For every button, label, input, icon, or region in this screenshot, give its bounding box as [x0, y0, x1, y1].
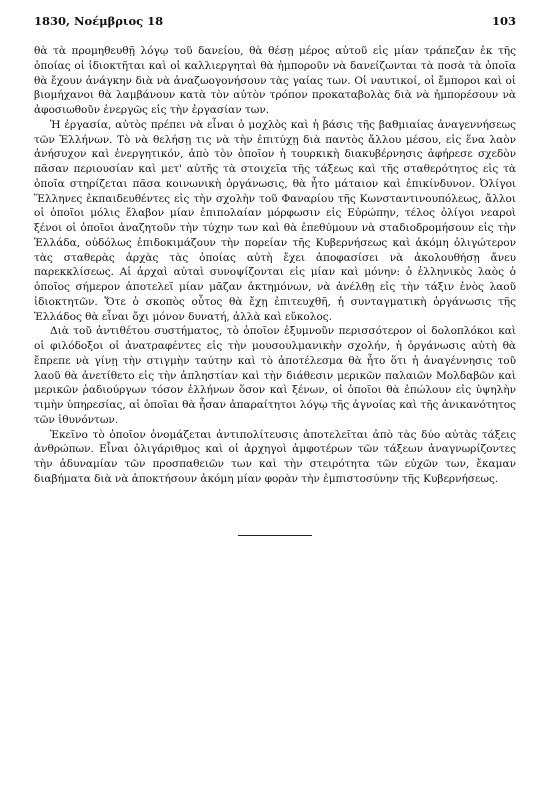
running-head-date: 1830, Νοέμβριος 18 — [34, 14, 164, 28]
paragraph-3: Διὰ τοῦ ἀντιθέτου συστήματος, τὸ ὁποῖον ἐξυμνοῦν περισσότερον οἱ δολοπλόκοι καὶ οἱ φιλόδοξοι οἱ ἀνατραφέντες εἰς τὴν μουσουλμανικὴν σχολήν, ἡ ὀργάνωσις αὐτὴ θὰ ἔπρεπε νὰ γίνῃ τὴν στιγμὴν ταύτην καὶ τὸ ἀποτέλεσμα θὰ ἦτο ὅτι ἡ ἀναγέννησις τοῦ λαοῦ θὰ ἀνετίθετο εἰς τὴν ἀπληστίαν καὶ τὴν διάθεσιν μερικῶν παλαιῶν Μολδαβῶν καὶ μερικῶν ῥαδιούργων τόσον ἑλλήνων ὅσον καὶ ξένων, οἱ ὁποῖοι θὰ ἐπώλουν εἰς ὑψηλὴν τιμὴν ὑπηρεσίας, αἱ ὁποῖαι θὰ ἦσαν ἀπαραίτητοι λόγῳ τῆς ἀγνοίας καὶ τῆς ἀνικανότητος τῶν ἰθυνόντων. — [34, 325, 516, 426]
body-text — [34, 44, 516, 487]
paragraph-4: Ἐκεῖνο τὸ ὁποῖον ὀνομάζεται ἀντιπολίτευσις ἀποτελεῖται ἀπὸ τὰς δύο αὐτὰς τάξεις ἀνθρώπων. Εἶναι ὀλιγάριθμος καὶ οἱ ἀρχηγοὶ ἀμφοτέρων τῶν τάξεων ἀναγνωρίζοντες τὴν ἀδυναμίαν τῶν προσπαθειῶν των καὶ τὴν στειρότητα τῶν εὐχῶν των, ἔκαμαν διαβήματα διὰ νὰ ἀποκτήσουν ἀκόμη μίαν φορὰν τὴν ἐμπιστοσύνην τῆς Κυβερνήσεως. — [34, 428, 516, 485]
paragraph-2: Ἡ ἐργασία, αὐτὸς πρέπει νὰ εἶναι ὁ μοχλὸς καὶ ἡ βάσις τῆς βαθμιαίας ἀναγεννήσεως τῶν Ἑλλήνων. Τὸ νὰ θελήσῃ τις νὰ τὴν ἐπιτύχῃ διὰ παντὸς ἄλλου μέσου, εἰς ἕνα λαὸν ἀνήσυχον καὶ ἐνεργητικόν, ἀπὸ τὸν ὁποῖον ἡ τουρκικὴ διακυβέρνησις ἀφήρεσε σχεδὸν πᾶσαν περιουσίαν καὶ μετ' αὐτῆς τὰ στοιχεῖα τῆς τάξεως καὶ τῆς σταθερότητος εἰς τὰ ὁποῖα στηρίζεται πᾶσα κοινωνικὴ ὀργάνωσις, θὰ ἦτο μάταιον καὶ ἐπικίνδυνον. Ὀλίγοι Ἕλληνες ἐκπαιδευθέντες εἰς τὴν σχολὴν τοῦ Φαναρίου τῆς Κωνσταντινουπόλεως, ἄλλοι οἱ ὁποῖοι μόλις ἔλαβον μίαν ἐπιπολαίαν μόρφωσιν εἰς Εὐρώπην, τέλος ὀλίγοι νεαροὶ ξένοι οἱ ὁποῖοι ἀναζητοῦν τὴν τύχην των καὶ θὰ ἐπεθύμουν νὰ σταδιοδρομήσουν εἰς τὴν Ἑλλάδα, οὐδόλως ἐπιδοκιμάζουν τὴν πορείαν τῆς Κυβερνήσεως καὶ ἀκόμη ὀλιγώτερον τὰς σταθερὰς ἀρχὰς τὰς ὁποίας αὐτὴ ἔχει ἀποφασίσει νὰ ἀκολουθήσῃ ἄνευ παρεκκλίσεως. Αἱ ἀρχαὶ αὐταὶ συνοψίζονται εἰς μίαν καὶ μόνην: ὁ ἑλληνικὸς λαὸς ὁ ὁποῖος σήμερον ἀποτελεῖ μίαν μᾶζαν ἀκτημόνων, νὰ ἀνέλθῃ εἰς τὴν τάξιν ἑνὸς λαοῦ ἰδιοκτητῶν. Ὅτε ὁ σκοπὸς οὗτος θὰ ἔχῃ ἐπιτευχθῆ, ἡ συνταγματικὴ ὀργάνωσις τῆς Ἑλλάδος θὰ εἶναι ὄχι μόνον δυνατή, ἀλλὰ καὶ εὔκολος. — [34, 118, 516, 323]
page-number: 103 — [491, 14, 516, 28]
end-rule — [238, 535, 312, 536]
page-header — [34, 14, 516, 36]
paragraph-1: θὰ τὰ προμηθευθῇ λόγῳ τοῦ δανείου, θὰ θέσῃ μέρος αὐτοῦ εἰς μίαν τράπεζαν ἐκ τῆς ὁποίας οἱ ἰδιοκτῆται καὶ οἱ καλλιεργηταὶ θὰ ἠμποροῦν νὰ δανείζωνται τὰ ποσὰ τὰ ὁποῖα θὰ ἔχουν ἀνάγκην διὰ νὰ ἀναζωογονήσουν τὰς γαίας των. Οἱ ναυτικοί, οἱ ἔμποροι καὶ οἱ βιομήχανοι θὰ λαμβάνουν κατὰ τὸν αὐτὸν τρόπον προκαταβολὰς διὰ νὰ ἠμπορέσουν νὰ ἀφοσιωθοῦν ἐνεργῶς εἰς τὴν ἐργασίαν των. — [34, 45, 516, 116]
